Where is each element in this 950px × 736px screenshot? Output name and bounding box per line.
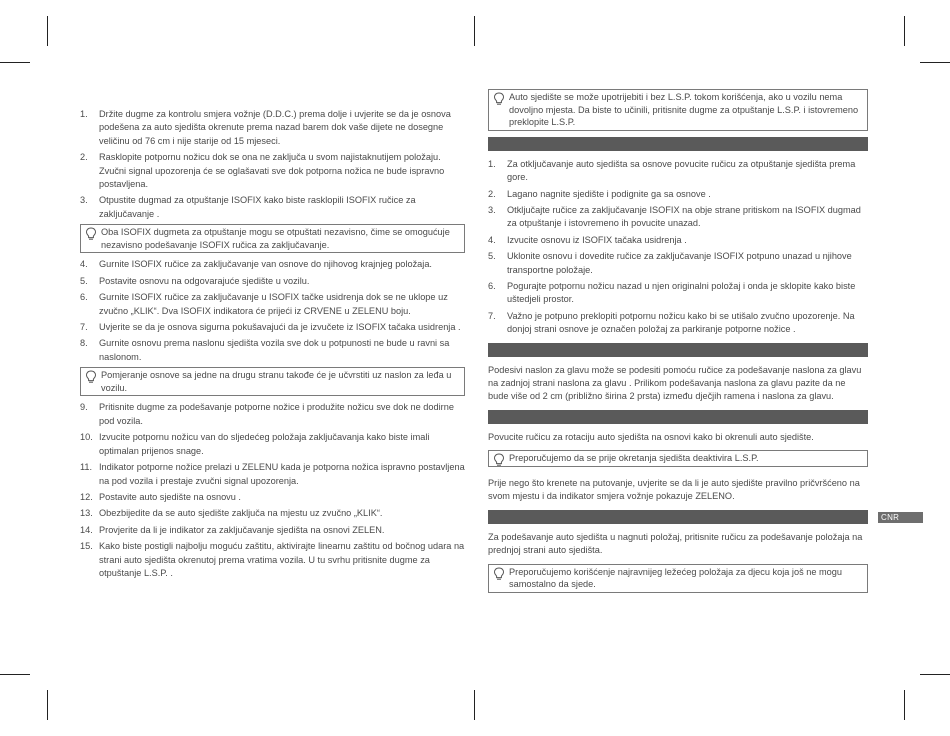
step-number: 1. [488,158,496,169]
step-number: 5. [488,251,496,262]
note-text: Preporučujemo da se prije okretanja sjedišta deaktivira L.S.P. [509,453,759,464]
step-text: Gurnite osnovu prema naslonu sjedišta vozila sve dok u potpunosti ne bude u ravni sa naslonom. [99,338,450,362]
list-item [80,258,465,271]
step-number: 3. [80,195,88,206]
rotation-paragraph: Povucite ručicu za rotaciju auto sjedišta na osnovi kako bi okrenuli auto sjedište. [488,431,814,442]
list-item [80,275,465,288]
list-item [80,108,465,148]
step-number: 8. [80,338,88,349]
step-number: 15. [80,541,93,552]
list-item [80,291,465,318]
step-text: Izvucite potpornu nožicu van do sljedećeg položaja zaključavanja kako biste imali optimalan prijenos snage. [99,432,430,456]
step-text: Gurnite ISOFIX ručice za zaključavanje u ISOFIX tačke usidrenja dok se ne uklope uz zvučno „KLIK“. Dva ISOFIX indikatora će prijeći iz CRVENE u ZELENU boju. [99,292,448,316]
crop-mark [474,16,475,46]
note-text: Preporučujemo korišćenje najravnijeg ležećeg položaja za djecu koja još ne mogu samostalno da sjede. [509,566,842,590]
lightbulb-icon [85,370,97,384]
section-header-bar [488,410,868,424]
step-number: 10. [80,432,93,443]
list-item [488,250,868,277]
step-number: 4. [488,234,496,245]
list-item [488,310,868,337]
step-text: Rasklopite potpornu nožicu dok se ona ne zaključa u svom najistaknutijem položaju. Zvučni signal upozorenja će se oglašavati sve dok potporna nožica ne bude ispravno postavljena. [99,152,445,190]
step-text: Obezbijedite da se auto sjedište zaključa na mjestu uz zvučno „KLIK“. [99,508,383,519]
step-text: Pogurajte potpornu nožicu nazad u njen originalni položaj i onda je sklopite kako biste uštedjeli prostor. [507,281,856,305]
step-text: Indikator potporne nožice prelazi u ZELENU kada je potporna nožica ispravno postavljena na pod vozila i prestaje zvučni signal upozorenja. [99,462,465,486]
step-number: 2. [80,152,88,163]
right-column [488,89,868,598]
step-number: 2. [488,188,496,199]
step-number: 9. [80,402,88,413]
removal-steps [488,158,868,337]
list-item [80,540,465,580]
crop-mark [0,62,30,63]
list-item [80,401,465,428]
step-text: Uklonite osnovu i dovedite ručice za zaključavanje ISOFIX potpuno unazad u njihove transportne položaje. [507,251,852,275]
step-text: Pritisnite dugme za podešavanje potporne nožice i produžite nožicu sve dok ne dodirne pod vozila. [99,402,454,426]
left-column [80,108,465,583]
step-text: Kako biste postigli najbolju moguću zaštitu, aktivirajte linearnu zaštitu od bočnog udara na strani auto sjedišta okrenutoj prema vratima vozila. U tu svrhu pritisnite dugme za otpuštanje L.S.P. . [99,541,465,578]
step-text: Za otključavanje auto sjedišta sa osnove povucite ručicu za otpuštanje sjedišta prema gore. [507,158,856,183]
step-number: 13. [80,508,93,519]
crop-mark [920,674,950,675]
step-number: 14. [80,524,93,535]
step-number: 1. [80,109,88,119]
step-text: Provjerite da li je indikator za zaključavanje sjedišta na osnovi ZELEN. [99,524,385,535]
list-item [488,234,868,247]
list-item [80,491,465,504]
step-text: Otpustite dugmad za otpuštanje ISOFIX kako biste rasklopili ISOFIX ručice za zaključavanje . [99,195,416,219]
step-number: 3. [488,205,496,215]
step-text: Važno je potpuno preklopiti potpornu nožicu kako bi se utišalo zvučno upozorenje. Na donjoj strani osnove je označen položaj za parkiranje potporne nožice . [507,310,855,335]
headrest-paragraph: Podesivi naslon za glavu može se podesiti pomoću ručice za podešavanje naslona za glavu na zadnjoj strani naslona za glavu . Prilikom podešavanja naslona za glavu pazite da ne bude više od 2 cm (približno širina 2 prsta) između dječjih ramena i naslona za glavu. [488,364,862,402]
list-item [80,507,465,520]
list-item [488,204,868,231]
step-text: Lagano nagnite sjedište i podignite ga sa osnove . [507,188,711,199]
step-number: 4. [80,259,88,270]
lightbulb-icon [493,453,505,467]
step-text: Otključajte ručice za zaključavanje ISOFIX na obje strane pritiskom na ISOFIX dugmad za otpuštanje i istovremeno ih povucite unazad. [507,205,861,229]
crop-mark [0,674,30,675]
note-text: Pomjeranje osnove sa jedne na drugu stranu takođe će je učvrstiti uz naslon za leđa u vozilu. [101,370,452,393]
crop-mark [474,690,475,720]
list-item [80,524,465,537]
note-text: Oba ISOFIX dugmeta za otpuštanje mogu se otpuštati nezavisno, čime se omogućuje nezavisno podešavanje ISOFIX ručica za zaključavanje. [101,227,450,250]
crop-mark [47,16,48,46]
section-header-bar [488,343,868,357]
step-text: Uvjerite se da je osnova sigurna pokušavajući da je izvučete iz ISOFIX tačaka usidrenja . [99,322,461,333]
note-box [488,450,868,467]
step-text: Držite dugme za kontrolu smjera vožnje (D.D.C.) prema dolje i uvjerite se da je osnova podešena za auto sjedišta okrenute prema nazad barem dok vaše dijete ne dosegne veličinu od 76 cm i nije starije od 15 mjeseci. [99,109,451,146]
lightbulb-icon [493,92,505,106]
crop-mark [904,690,905,720]
step-text: Postavite auto sjedište na osnovu . [99,491,241,502]
installation-steps-a [80,108,465,221]
lightbulb-icon [493,567,505,581]
step-number: 6. [488,281,496,292]
crop-mark [904,16,905,46]
lightbulb-icon [85,227,97,241]
section-header-bar [488,137,868,151]
recline-paragraph: Za podešavanje auto sjedišta u nagnuti položaj, pritisnite ručicu za podešavanje položaja na prednjoj strani auto sjedišta. [488,531,863,556]
installation-steps-b [80,258,465,364]
step-number: 7. [80,322,88,333]
list-item [488,188,868,201]
crop-mark [47,690,48,720]
list-item [80,321,465,334]
step-text: Gurnite ISOFIX ručice za zaključavanje van osnove do njihovog krajnjeg položaja. [99,259,432,270]
step-number: 5. [80,275,88,286]
step-number: 11. [80,462,93,473]
section-header-bar [488,510,868,524]
note-text: Auto sjedište se može upotrijebiti i bez L.S.P. tokom korišćenja, ako u vozilu nema dovoljno mjesta. Da biste to učinili, pritisnite dugme za otpuštanje L.S.P. i istovremeno preklopite L.S.P. [509,92,859,128]
list-item [80,461,465,488]
crop-mark [920,62,950,63]
step-number: 6. [80,292,88,303]
note-box [80,367,465,396]
list-item [80,194,465,221]
installation-steps-c [80,401,465,580]
list-item [488,158,868,185]
language-tab: CNR [878,512,923,523]
note-box [80,224,465,253]
list-item [80,151,465,191]
list-item [488,280,868,307]
list-item [80,431,465,458]
note-box [488,89,868,131]
note-box [488,564,868,593]
step-number: 12. [80,491,93,502]
check-paragraph: Prije nego što krenete na putovanje, uvjerite se da li je auto sjedište pravilno pričvršćeno na svom mjestu i da indikator smjera vožnje pokazuje ZELENO. [488,477,860,502]
list-item [80,337,465,364]
step-text: Postavite osnovu na odgovarajuće sjedište u vozilu. [99,275,310,286]
step-text: Izvucite osnovu iz ISOFIX tačaka usidrenja . [507,234,687,245]
step-number: 7. [488,310,496,321]
